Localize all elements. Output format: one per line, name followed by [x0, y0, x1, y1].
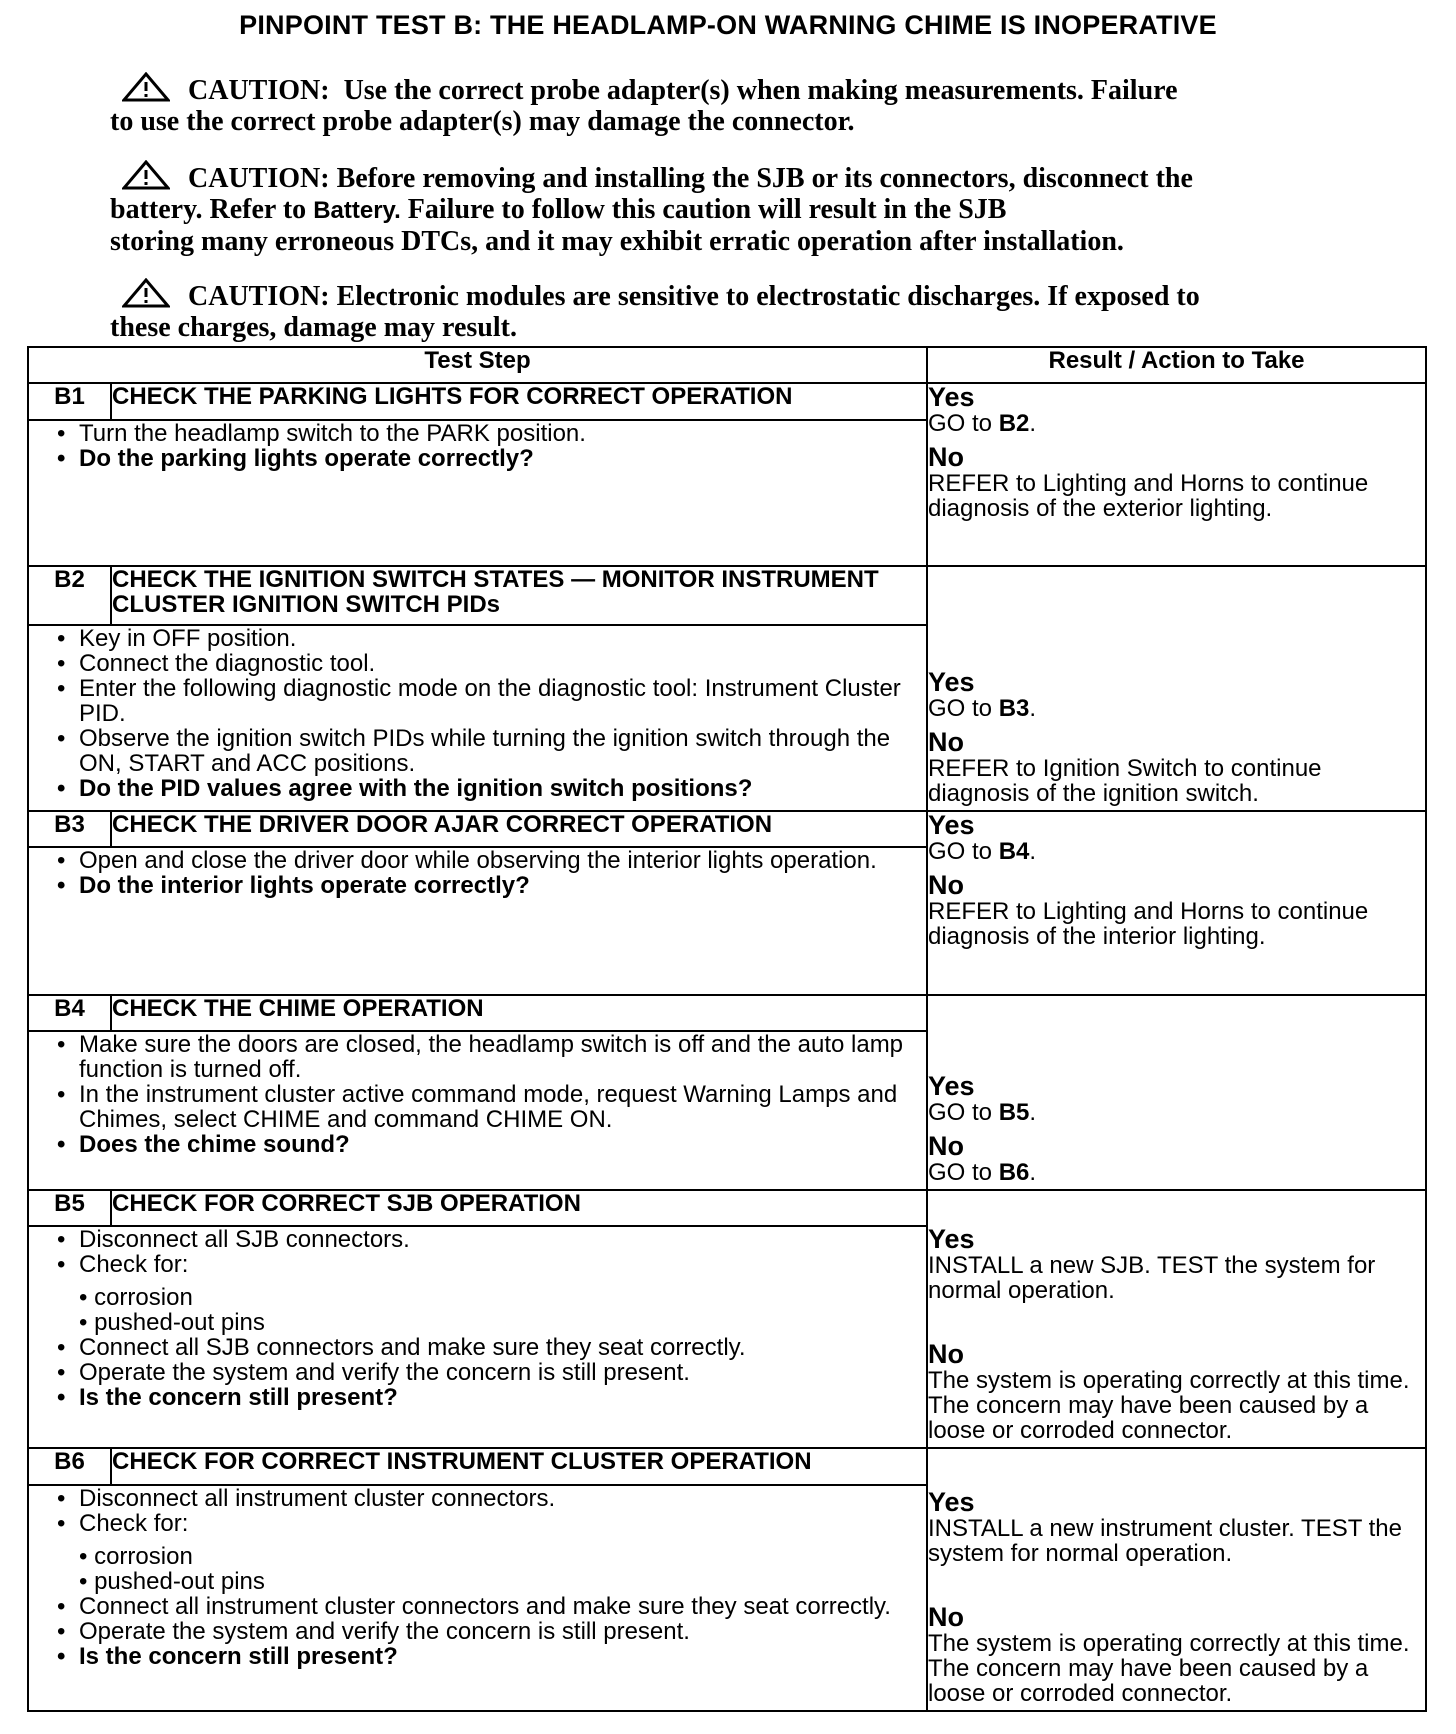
caution-text: battery. Refer to — [110, 194, 307, 225]
step-body — [28, 847, 927, 995]
result-yes-action: INSTALL a new instrument cluster. TEST the system for normal operation. — [928, 1515, 1402, 1567]
warning-triangle-icon — [122, 278, 170, 308]
caution-text: Electronic modules are sensitive to electrostatic discharges. If exposed to — [336, 281, 1200, 312]
caution-probe-adapter — [110, 72, 1350, 137]
result-no-action: REFER to Ignition Switch to continue diagnosis of the ignition switch. — [928, 754, 1322, 807]
step-result: Yes GO to B2. No REFER to Lighting and Horns to continue diagnosis of the exterior lighting. — [927, 383, 1426, 566]
step-item: • Turn the headlamp switch to the PARK position. — [57, 421, 926, 446]
step-item-check-for: • Check for: • corrosion • pushed-out pins — [57, 1252, 926, 1335]
result-no-action: The system is operating correctly at this time. The concern may have been caused by a loose or corroded connector. — [928, 1630, 1410, 1707]
result-yes-label: Yes — [928, 1224, 975, 1255]
header-test-step: Test Step — [28, 347, 927, 383]
result-no-target[interactable]: B6 — [998, 1158, 1030, 1186]
caution-electrostatic — [110, 278, 1350, 343]
caution-sjb-battery — [110, 160, 1350, 257]
step-item: • Key in OFF position. — [57, 626, 926, 651]
step-result: Yes GO to B4. No REFER to Lighting and Horns to continue diagnosis of the interior lighting. — [927, 811, 1426, 995]
result-yes-label: Yes — [928, 382, 975, 413]
result-no-action: REFER to Lighting and Horns to continue diagnosis of the interior lighting. — [928, 897, 1369, 950]
step-title-row — [28, 1190, 1426, 1226]
warning-triangle-icon — [122, 72, 170, 102]
result-yes-target[interactable]: B4 — [998, 837, 1030, 865]
step-title-row — [28, 811, 1426, 847]
step-item: • Connect all SJB connectors and make sure they seat correctly. — [57, 1335, 926, 1360]
result-yes-label: Yes — [928, 1070, 975, 1101]
result-yes-label: Yes — [928, 666, 975, 697]
step-title: CHECK THE DRIVER DOOR AJAR CORRECT OPERATION — [111, 811, 927, 847]
result-no-label: No — [928, 1602, 964, 1632]
result-yes-target[interactable]: B5 — [998, 1098, 1030, 1126]
step-title: CHECK FOR CORRECT SJB OPERATION — [111, 1190, 927, 1226]
pinpoint-test-table — [27, 346, 1427, 1712]
result-yes-target[interactable]: B2 — [998, 410, 1030, 438]
step-result: Yes GO to B5. No GO to B6. — [927, 995, 1426, 1190]
result-no-label: No — [928, 726, 964, 757]
page-title: PINPOINT TEST B: THE HEADLAMP-ON WARNING CHIME IS INOPERATIVE — [239, 10, 1217, 40]
step-item: • Connect all instrument cluster connectors and make sure they seat correctly. — [57, 1594, 926, 1619]
step-item-check-for: • Check for: • corrosion • pushed-out pins — [57, 1511, 926, 1594]
step-title-row — [28, 566, 1426, 625]
step-id: B4 — [28, 995, 111, 1031]
step-question: • Does the chime sound? — [57, 1132, 926, 1157]
step-body — [28, 625, 927, 811]
result-yes-action: INSTALL a new SJB. TEST the system for normal operation. — [928, 1252, 1376, 1305]
step-question: • Is the concern still present? — [57, 1385, 926, 1410]
result-no-action: REFER to Lighting and Horns to continue diagnosis of the exterior lighting. — [928, 470, 1369, 523]
result-go-to: GO to — [928, 694, 993, 722]
result-no-action: The system is operating correctly at this time. The concern may have been caused by a loose or corroded connector. — [928, 1367, 1410, 1445]
caution-text: Failure to follow this caution will result in the SJB — [407, 194, 1007, 225]
caution-label: CAUTION: — [188, 281, 330, 312]
caution-text: Before removing and installing the SJB or its connectors, disconnect the — [336, 163, 1193, 194]
result-no-label: No — [928, 869, 964, 900]
result-go-to: GO to — [928, 410, 993, 438]
step-result — [927, 1448, 1426, 1711]
step-title: CHECK THE CHIME OPERATION — [111, 995, 927, 1031]
step-id: B6 — [28, 1448, 111, 1484]
step-title: CHECK THE IGNITION SWITCH STATES — MONITOR INSTRUMENT CLUSTER IGNITION SWITCH PIDs — [111, 566, 927, 625]
step-item: • Enter the following diagnostic mode on the diagnostic tool: Instrument Cluster PID. — [57, 676, 926, 726]
battery-reference-link[interactable]: Battery. — [313, 197, 401, 224]
result-go-to: GO to — [928, 837, 993, 865]
step-item: • Make sure the doors are closed, the headlamp switch is off and the auto lamp function is turned off. — [57, 1032, 926, 1082]
step-id: B3 — [28, 811, 111, 847]
step-item: • Disconnect all instrument cluster connectors. — [57, 1486, 926, 1511]
step-title: CHECK FOR CORRECT INSTRUMENT CLUSTER OPERATION — [111, 1448, 927, 1484]
check-subitem: • corrosion — [79, 1285, 926, 1310]
result-yes-label: Yes — [928, 809, 975, 840]
step-title: CHECK THE PARKING LIGHTS FOR CORRECT OPERATION — [111, 383, 927, 419]
step-question: • Is the concern still present? — [57, 1644, 926, 1669]
step-item: • In the instrument cluster active command mode, request Warning Lamps and Chimes, select CHIME and command CHIME ON. — [57, 1082, 926, 1132]
caution-label: CAUTION: — [188, 75, 330, 106]
check-subitem: • pushed-out pins — [79, 1569, 926, 1594]
step-body — [28, 1031, 927, 1190]
step-item: • Operate the system and verify the concern is still present. — [57, 1619, 926, 1644]
result-no-label: No — [928, 1339, 964, 1370]
warning-triangle-icon — [122, 160, 170, 190]
step-item: • Open and close the driver door while observing the interior lights operation. — [57, 848, 926, 873]
step-body — [28, 1485, 927, 1711]
step-result: Yes GO to B3. No REFER to Ignition Switch to continue diagnosis of the ignition switch. — [927, 566, 1426, 811]
result-no-label: No — [928, 442, 964, 473]
step-question: • Do the PID values agree with the ignition switch positions? — [57, 776, 926, 801]
step-item: • Disconnect all SJB connectors. — [57, 1227, 926, 1252]
step-item: • Operate the system and verify the concern is still present. — [57, 1360, 926, 1385]
step-item: • Observe the ignition switch PIDs while turning the ignition switch through the ON, START and ACC positions. — [57, 726, 926, 776]
step-body — [28, 1226, 927, 1448]
step-question: • Do the parking lights operate correctly? — [57, 446, 926, 471]
caution-text: to use the correct probe adapter(s) may damage the connector. — [110, 106, 855, 137]
step-result — [927, 1190, 1426, 1449]
step-title-row — [28, 995, 1426, 1031]
table-header-row — [28, 347, 1426, 383]
result-go-to: GO to — [928, 1098, 993, 1126]
step-id: B5 — [28, 1190, 111, 1226]
step-body — [28, 420, 927, 567]
step-id: B2 — [28, 566, 111, 625]
caution-text: Use the correct probe adapter(s) when making measurements. Failure — [343, 75, 1178, 106]
result-go-to: GO to — [928, 1158, 993, 1186]
caution-text: these charges, damage may result. — [110, 312, 517, 343]
header-result-action: Result / Action to Take — [927, 347, 1426, 383]
step-title-row — [28, 1448, 1426, 1484]
step-id: B1 — [28, 383, 111, 419]
step-item: • Connect the diagnostic tool. — [57, 651, 926, 676]
result-yes-label: Yes — [928, 1487, 975, 1517]
result-no-label: No — [928, 1130, 964, 1161]
step-question: • Do the interior lights operate correctly? — [57, 873, 926, 898]
caution-label: CAUTION: — [188, 163, 330, 194]
step-title-row — [28, 383, 1426, 419]
check-subitem: • corrosion — [79, 1544, 926, 1569]
caution-text: storing many erroneous DTCs, and it may exhibit erratic operation after installation. — [110, 226, 1124, 257]
result-yes-target[interactable]: B3 — [998, 694, 1030, 722]
check-subitem: • pushed-out pins — [79, 1310, 926, 1335]
